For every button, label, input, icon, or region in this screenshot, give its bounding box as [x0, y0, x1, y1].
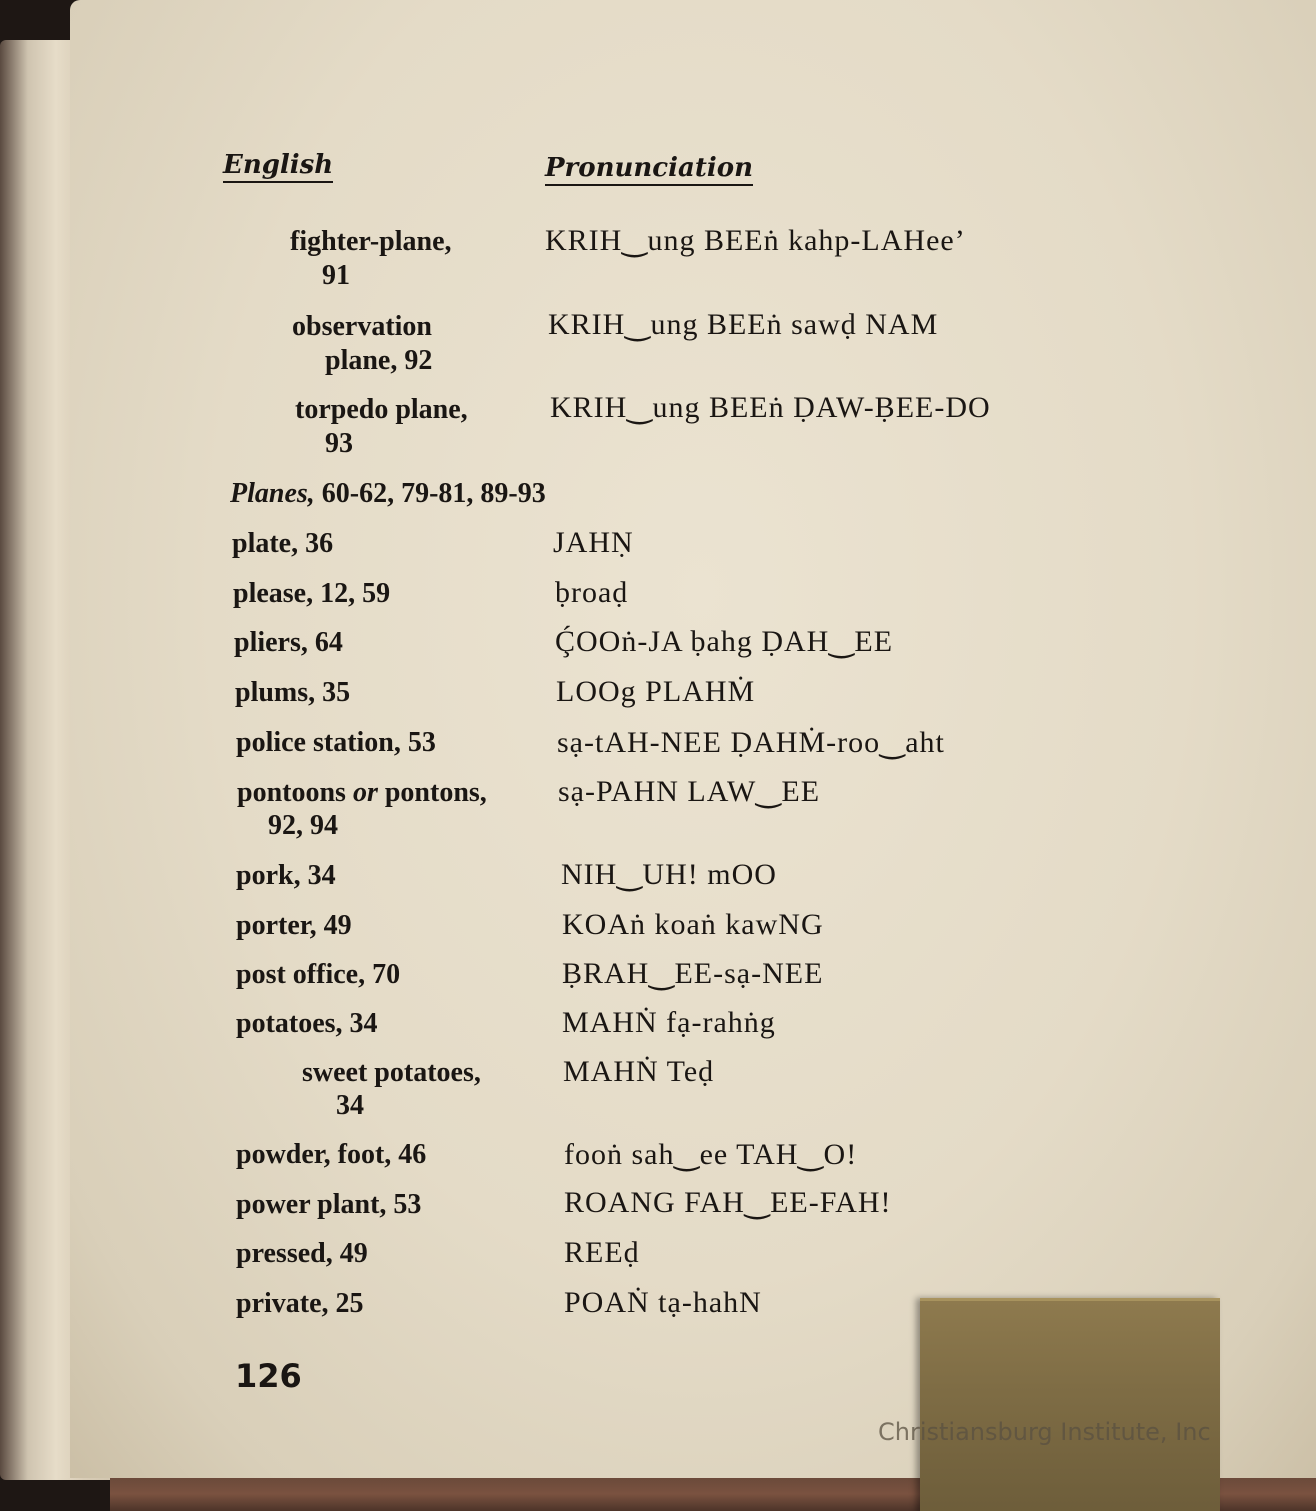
entry-pronunciation: fooṅ sah‿ee TAH‿O!: [564, 1138, 858, 1171]
entry-english: observation: [292, 311, 432, 342]
header-english: English: [223, 150, 333, 183]
entry-english: plate, 36: [232, 528, 334, 559]
entry-pronunciation: sạ-tAH-NEE ḌAHṀ-roo‿aht: [557, 726, 945, 759]
entry-pronunciation: LOOg PLAHṀ: [556, 675, 756, 708]
entry-pronunciation: POAṄ tạ-hahN: [564, 1286, 762, 1319]
entry-english: powder, foot, 46: [236, 1139, 427, 1170]
entry-english: sweet potatoes,: [302, 1057, 481, 1088]
entry-pronunciation: JAHṆ: [553, 526, 634, 559]
entry-english-part: pontons,: [377, 777, 487, 808]
entry-english: power plant, 53: [236, 1189, 422, 1220]
entry-english-part: pontoons: [237, 777, 353, 808]
entry-english-italic: Planes,: [230, 478, 315, 509]
entry-pronunciation: sạ-PAHN LAW‿EE: [558, 775, 821, 808]
entry-english-pages: 60-62, 79-81, 89-93: [314, 478, 546, 509]
entry-pronunciation: KRIH‿ung BEEṅ sawḍ NAM: [548, 308, 939, 341]
entry-english: potatoes, 34: [236, 1008, 378, 1039]
entry-pronunciation: ḈOOṅ-JA ḅahg ḌAH‿EE: [555, 625, 894, 658]
entry-english-cont: 92, 94: [268, 810, 338, 841]
entry-english: please, 12, 59: [233, 578, 391, 609]
entry-english: torpedo plane,: [295, 394, 468, 425]
header-pronunciation: Pronunciation: [545, 153, 753, 186]
entry-english: post office, 70: [236, 959, 401, 990]
entry-english: police station, 53: [236, 727, 436, 758]
entry-english: [237, 776, 487, 810]
entry-pronunciation: MAHṄ fạ-rahṅg: [562, 1006, 776, 1039]
watermark-text: Christiansburg Institute, Inc: [878, 1418, 1211, 1446]
entry-english-cont: plane, 92: [325, 345, 433, 376]
entry-english: fighter-plane,: [290, 226, 452, 257]
entry-pronunciation: ḄRAH‿EE-sạ-NEE: [562, 957, 824, 990]
entry-english-cont: 34: [336, 1090, 364, 1121]
entry-english-cont: 91: [322, 260, 350, 291]
entry-english: pork, 34: [236, 860, 336, 891]
entry-pronunciation: KOAṅ koaṅ kawNG: [562, 908, 824, 941]
entry-pronunciation: MAHṄ Teḍ: [563, 1055, 715, 1088]
entry-english-cont: 93: [325, 428, 353, 459]
page-number: 126: [235, 1357, 302, 1395]
entry-pronunciation: ḅroaḍ: [555, 576, 629, 609]
entry-pronunciation: REEḍ: [564, 1236, 640, 1269]
bookmark-tab: [920, 1298, 1220, 1511]
entry-english: [230, 477, 546, 511]
entry-english: plums, 35: [235, 677, 351, 708]
entry-english-or: or: [352, 777, 378, 808]
entry-english: porter, 49: [236, 910, 352, 941]
entry-english: private, 25: [236, 1288, 364, 1319]
entry-pronunciation: KRIH‿ung BEEṅ ḌAW-ḄEE-DO: [550, 391, 991, 424]
entry-pronunciation: KRIH‿ung BEEṅ kahp-LAHee’: [545, 224, 966, 257]
entry-pronunciation: ROANG FAH‿EE-FAH!: [564, 1186, 892, 1219]
entry-english: pressed, 49: [236, 1238, 368, 1269]
entry-english: pliers, 64: [234, 627, 343, 658]
entry-pronunciation: NIH‿UH! mOO: [561, 858, 777, 891]
